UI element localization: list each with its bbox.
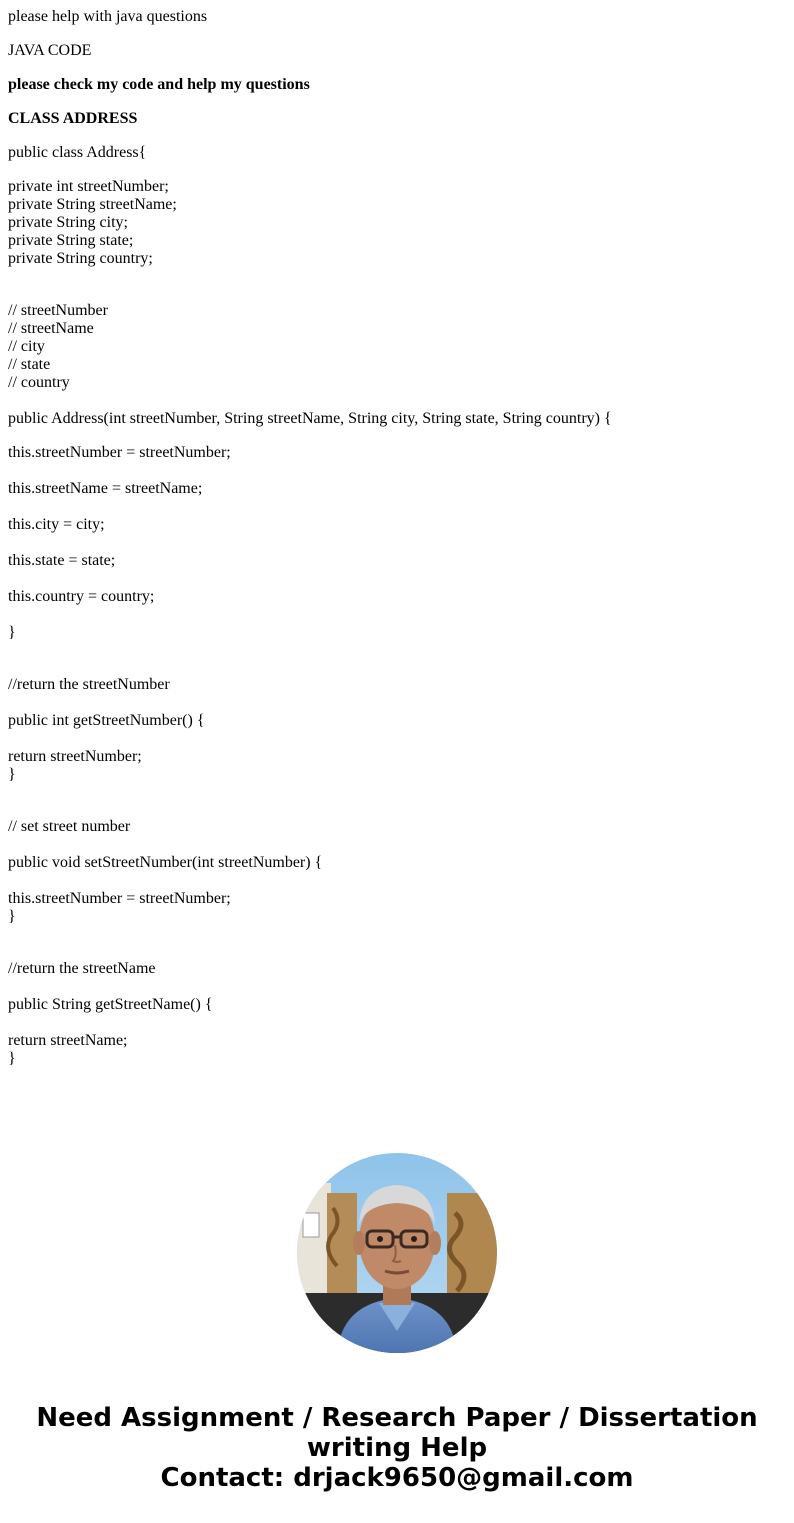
code-fields-block (8, 178, 177, 268)
code-method-signature: public String getStreetName() { (8, 996, 213, 1013)
author-avatar (297, 1153, 497, 1353)
code-assignment: this.country = country; (8, 588, 155, 605)
code-assignment: this.city = city; (8, 516, 105, 533)
code-class-declaration: public class Address{ (8, 144, 147, 161)
code-method-signature: public int getStreetNumber() { (8, 712, 205, 729)
code-field: private String streetName; (8, 196, 177, 213)
code-assignment: this.streetName = streetName; (8, 480, 203, 497)
code-close-brace: } (8, 766, 16, 783)
request-text: please check my code and help my questions (8, 76, 310, 93)
code-comment: // streetNumber (8, 302, 108, 319)
code-comment: // streetName (8, 320, 94, 337)
code-comment: // city (8, 338, 45, 355)
code-field: private int streetNumber; (8, 178, 169, 195)
banner-line: Need Assignment / Research Paper / Dissertation (36, 1403, 758, 1433)
code-close-brace: } (8, 908, 16, 925)
code-param-comments-block (8, 302, 108, 392)
code-close-brace: } (8, 1050, 16, 1067)
code-assignment: this.streetNumber = streetNumber; (8, 444, 231, 461)
code-close-brace: } (8, 624, 16, 641)
code-field: private String country; (8, 250, 153, 267)
banner-line: writing Help (306, 1433, 488, 1463)
code-comment: // set street number (8, 818, 131, 835)
code-field: private String city; (8, 214, 128, 231)
contact-email: Contact: drjack9650@gmail.com (160, 1463, 634, 1493)
code-method-body: return streetName; (8, 1032, 128, 1049)
contact-banner (0, 1403, 794, 1493)
code-field: private String state; (8, 232, 134, 249)
code-method-body: return streetNumber; (8, 748, 142, 765)
subheading: JAVA CODE (8, 42, 92, 59)
code-comment: // country (8, 374, 70, 391)
code-method-body: this.streetNumber = streetNumber; (8, 890, 231, 907)
intro-text: please help with java questions (8, 8, 208, 25)
code-comment: //return the streetNumber (8, 676, 170, 693)
avatar-photo-icon (297, 1153, 497, 1353)
code-comment: // state (8, 356, 51, 373)
code-method-signature: public void setStreetNumber(int streetNumber) { (8, 854, 323, 871)
class-heading: CLASS ADDRESS (8, 110, 138, 127)
code-assignment: this.state = state; (8, 552, 116, 569)
code-constructor-signature: public Address(int streetNumber, String streetName, String city, String state, String country) { (8, 410, 612, 427)
code-comment: //return the streetName (8, 960, 156, 977)
